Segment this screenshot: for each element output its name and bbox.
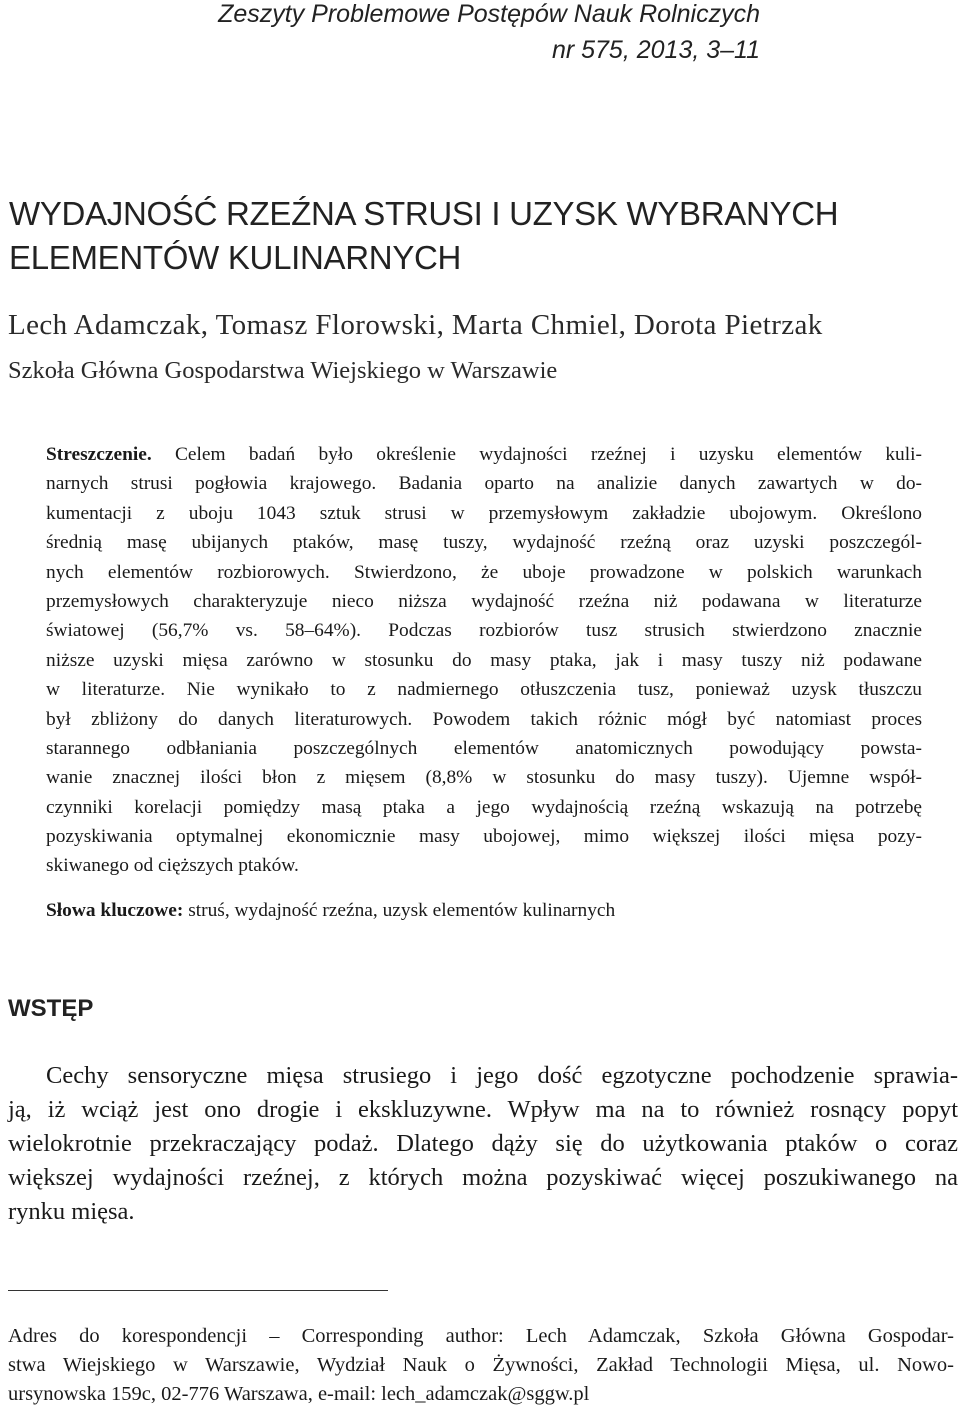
abstract-line: starannego odbłaniania poszczególnych elementów anatomicznych powodujący powsta-: [46, 737, 922, 759]
title-line-2: ELEMENTÓW KULINARNYCH: [9, 239, 462, 276]
abstract-line: wanie znacznej ilości błon z mięsem (8,8% w stosunku do masy tuszy). Ujemne współ-: [46, 767, 922, 789]
abstract-line: Streszczenie. Celem badań było określenie wydajności rzeźnej i uzysku elementów kuli-: [46, 444, 922, 465]
abstract-line: światowej (56,7% vs. 58–64%). Podczas rozbiorów tusz strusich stwierdzono znacznie: [46, 620, 922, 642]
abstract-line: czynniki korelacji pomiędzy masą ptaka a jego wydajnością rzeźną wskazują na potrzebę: [46, 796, 922, 818]
paragraph-line: większej wydajności rzeźnej, z których można pozyskiwać więcej poszukiwanego na: [8, 1164, 958, 1191]
abstract-line: nych elementów rozbiorowych. Stwierdzono, że uboje prowadzone w polskich warunkach: [46, 561, 922, 583]
section-heading: WSTĘP: [8, 995, 94, 1022]
journal-issue: nr 575, 2013, 3–11: [551, 36, 760, 64]
abstract-line: w literaturze. Nie wynikało to z nadmiernego otłuszczenia tusz, ponieważ uzysk tłuszczu: [46, 679, 922, 701]
affiliation: Szkoła Główna Gospodarstwa Wiejskiego w Warszawie: [8, 357, 558, 384]
paragraph-line: rynku mięsa.: [8, 1198, 135, 1225]
abstract-line: narnych strusi pogłowia krajowego. Badania oparto na analizie danych zawartych w do-: [46, 473, 922, 495]
abstract-line: pozyskiwania optymalnej ekonomicznie masy ubojowej, mimo większej ilości mięsa pozy-: [46, 826, 922, 848]
title-line-1: WYDAJNOŚĆ RZEŹNA STRUSI I UZYSK WYBRANYCH: [9, 195, 839, 232]
abstract-line: przemysłowych charakteryzuje nieco niższa wydajność rzeźna niż podawana w literaturze: [46, 590, 922, 612]
abstract-label: Streszczenie.: [46, 444, 152, 465]
paragraph-line: wielokrotnie przekraczający podaż. Dlatego dąży się do użytkowania ptaków o coraz: [8, 1130, 958, 1157]
journal-name: Zeszyty Problemowe Postępów Nauk Rolniczych: [218, 0, 760, 28]
keywords: [46, 900, 615, 922]
abstract-line: kumentacji z uboju 1043 sztuk strusi w przemysłowym zakładzie ubojowym. Określono: [46, 502, 922, 524]
footnote-line: Adres do korespondencji – Corresponding author: Lech Adamczak, Szkoła Główna Gospodar-: [8, 1325, 954, 1347]
paragraph-line: Cechy sensoryczne mięsa strusiego i jego dość egzotyczne pochodzenie sprawia-: [46, 1062, 958, 1089]
keywords-text: struś, wydajność rzeźna, uzysk elementów kulinarnych: [183, 900, 616, 921]
abstract-line: był zbliżony do danych literaturowych. Powodem takich różnic mógł być natomiast proces: [46, 708, 922, 730]
authors: Lech Adamczak, Tomasz Florowski, Marta Chmiel, Dorota Pietrzak: [8, 309, 823, 341]
keywords-label: Słowa kluczowe:: [46, 900, 184, 921]
correspondence-footnote: [8, 1322, 954, 1409]
abstract-line: skiwanego od cięższych ptaków.: [46, 855, 299, 877]
intro-paragraph: [8, 1059, 958, 1229]
footnote-divider: [8, 1290, 388, 1291]
paragraph-line: ją, iż wciąż jest ono drogie i ekskluzywne. Wpływ ma na to również rosnący popyt: [8, 1096, 958, 1123]
footnote-line: stwa Wiejskiego w Warszawie, Wydział Nauk o Żywności, Zakład Technologii Mięsa, ul. Nowo-: [8, 1354, 954, 1376]
abstract-line: średnią masę ubijanych ptaków, masę tuszy, wydajność rzeźną oraz uzyski poszczegól-: [46, 532, 922, 554]
abstract: [46, 440, 922, 881]
article-title: [9, 192, 939, 280]
abstract-line: niższe uzyski mięsa zarówno w stosunku do masy ptaka, jak i masy tuszy niż podawane: [46, 649, 922, 671]
footnote-line: ursynowska 159c, 02-776 Warszawa, e-mail: lech_adamczak@sggw.pl: [8, 1383, 590, 1405]
